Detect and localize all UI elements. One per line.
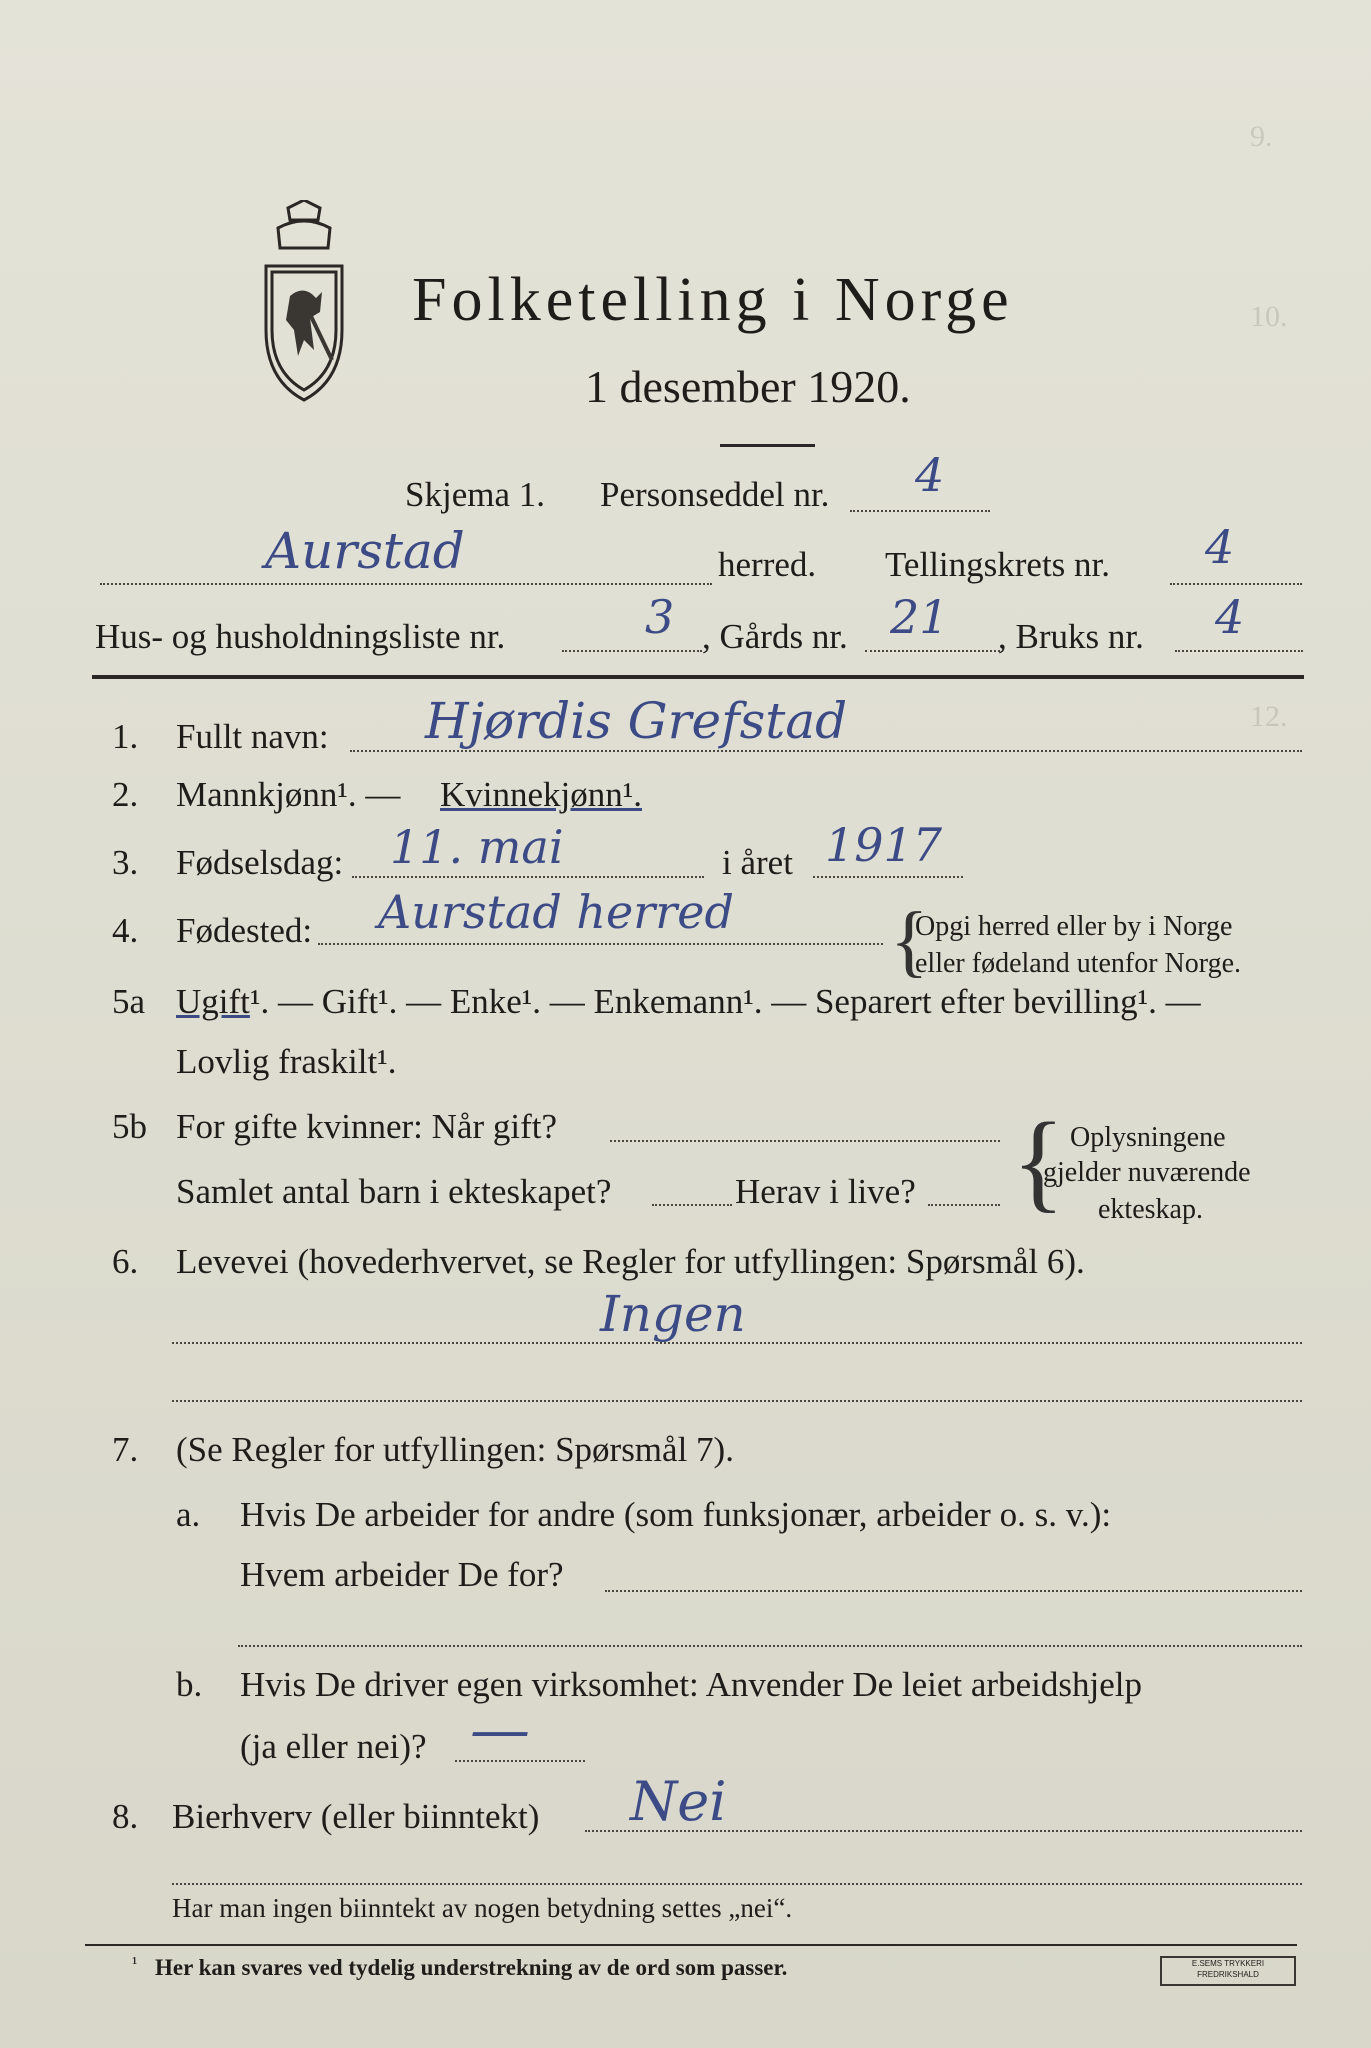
header-rule — [92, 675, 1304, 679]
hus-label: Hus- og husholdningsliste nr. — [95, 617, 506, 656]
birth-year-value[interactable]: 1917 — [825, 818, 943, 872]
q5b-number: 5b — [112, 1107, 147, 1146]
q7-number: 7. — [112, 1430, 139, 1469]
q5b-label3: Herav i live? — [735, 1172, 916, 1211]
lovlig-fraskilt-option[interactable]: Lovlig fraskilt¹. — [176, 1042, 397, 1081]
q8-number: 8. — [112, 1797, 139, 1836]
q5b-line — [610, 1140, 1000, 1142]
gards-value[interactable]: 21 — [890, 590, 949, 644]
marital-options[interactable]: ¹. — Gift¹. — Enke¹. — Enkemann¹. — Separert efter bevilling¹. — — [250, 982, 1201, 1021]
bruks-line — [1175, 650, 1303, 652]
q1-line — [350, 750, 1302, 752]
q4-number: 4. — [112, 911, 139, 950]
q7b-label2: (ja eller nei)? — [240, 1727, 427, 1766]
personseddel-label: Personseddel nr. — [600, 475, 830, 514]
q6-line1 — [172, 1342, 1302, 1344]
ugift-option-underlined[interactable]: Ugift — [176, 982, 250, 1021]
q5b-line2 — [652, 1204, 732, 1206]
q7a-line2 — [238, 1645, 1302, 1647]
q5b-note-line3: ekteskap. — [1098, 1194, 1203, 1225]
footnote-rule — [85, 1944, 1297, 1946]
q5a-number: 5a — [112, 982, 146, 1021]
q4-note-line1: Opgi herred eller by i Norge — [915, 911, 1233, 942]
tellingskrets-line — [1170, 583, 1302, 585]
footnote-mark: ¹ — [132, 1953, 138, 1973]
title-divider — [720, 444, 815, 447]
bleed-through-text: 10. — [1250, 300, 1288, 333]
q5b-note-line2: gjelder nuværende — [1043, 1157, 1251, 1188]
q7a-label2: Hvem arbeider De for? — [240, 1555, 564, 1594]
tellingskrets-label: Tellingskrets nr. — [885, 545, 1111, 584]
hus-value[interactable]: 3 — [645, 590, 675, 644]
birthday-value[interactable]: 11. mai — [390, 820, 564, 874]
q6-label: Levevei (hovederhvervet, se Regler for utfyllingen: Spørsmål 6). — [176, 1242, 1085, 1281]
q6-number: 6. — [112, 1242, 139, 1281]
herred-line — [100, 583, 712, 585]
q7b-value[interactable]: — — [470, 1695, 530, 1765]
q4-brace: { — [890, 897, 929, 985]
birthplace-value[interactable]: Aurstad herred — [378, 885, 734, 939]
q8-label: Bierhverv (eller biinntekt) — [172, 1797, 540, 1836]
q5b-label: For gifte kvinner: Når gift? — [176, 1107, 558, 1146]
q8-line2 — [172, 1883, 1302, 1885]
q3-year-line — [813, 876, 963, 878]
q4-note-line2: eller fødeland utenfor Norge. — [915, 948, 1242, 979]
q1-label: Fullt navn: — [176, 717, 329, 756]
bleed-through-text: 9. — [1250, 120, 1273, 153]
q1-number: 1. — [112, 717, 139, 756]
q6-line2 — [172, 1400, 1302, 1402]
herred-value[interactable]: Aurstad — [265, 522, 465, 580]
skjema-label: Skjema 1. — [405, 475, 545, 514]
gards-line — [865, 650, 1000, 652]
occupation-value[interactable]: Ingen — [600, 1285, 746, 1343]
q5b-line3 — [928, 1204, 1000, 1206]
q7b-letter: b. — [176, 1665, 203, 1704]
bruks-label: , Bruks nr. — [998, 617, 1144, 656]
herred-label: herred. — [718, 545, 817, 584]
gards-label: , Gårds nr. — [702, 617, 848, 656]
q3-year-label: i året — [722, 843, 793, 882]
q2-number: 2. — [112, 775, 139, 814]
q7a-line1 — [605, 1590, 1302, 1592]
form-title: Folketelling i Norge — [412, 266, 1014, 334]
q5b-note-line1: Oplysningene — [1070, 1122, 1226, 1153]
female-option-underlined[interactable]: Kvinnekjønn¹. — [440, 775, 643, 814]
q7a-label: Hvis De arbeider for andre (som funksjonær, arbeider o. s. v.): — [240, 1495, 1112, 1534]
q4-label: Fødested: — [176, 911, 313, 950]
census-date: 1 desember 1920. — [585, 361, 911, 412]
tellingskrets-value[interactable]: 4 — [1205, 520, 1235, 574]
q3-line — [352, 876, 704, 878]
printer-stamp-line2: FREDRIKSHALD — [1197, 1970, 1259, 1979]
q4-line — [318, 943, 883, 945]
q7a-letter: a. — [176, 1495, 201, 1534]
printer-stamp-line1: E.SEMS TRYKKERI — [1191, 1959, 1265, 1968]
footnote-text: Her kan svares ved tydelig understrekning av de ord som passer. — [155, 1955, 788, 1980]
personseddel-line — [850, 510, 990, 512]
full-name-value[interactable]: Hjørdis Grefstad — [425, 692, 848, 750]
q7b-label: Hvis De driver egen virksomhet: Anvender De leiet arbeidshjelp — [240, 1665, 1142, 1704]
q7-label: (Se Regler for utfyllingen: Spørsmål 7). — [176, 1430, 734, 1469]
q5b-label2: Samlet antal barn i ekteskapet? — [176, 1172, 612, 1211]
q3-label: Fødselsdag: — [176, 843, 344, 882]
coat-of-arms-emblem — [248, 200, 360, 405]
hus-line — [562, 650, 702, 652]
bruks-value[interactable]: 4 — [1215, 590, 1245, 644]
nei-instruction: Har man ingen biinntekt av nogen betydning settes „nei“. — [172, 1893, 793, 1923]
printer-stamp — [1160, 1956, 1296, 1986]
q3-number: 3. — [112, 843, 139, 882]
side-income-value[interactable]: Nei — [630, 1770, 727, 1833]
personseddel-value[interactable]: 4 — [915, 448, 945, 502]
male-option[interactable]: Mannkjønn¹. — — [176, 775, 401, 814]
bleed-through-text: 12. — [1250, 700, 1288, 733]
q5b-brace: { — [1012, 1100, 1065, 1222]
